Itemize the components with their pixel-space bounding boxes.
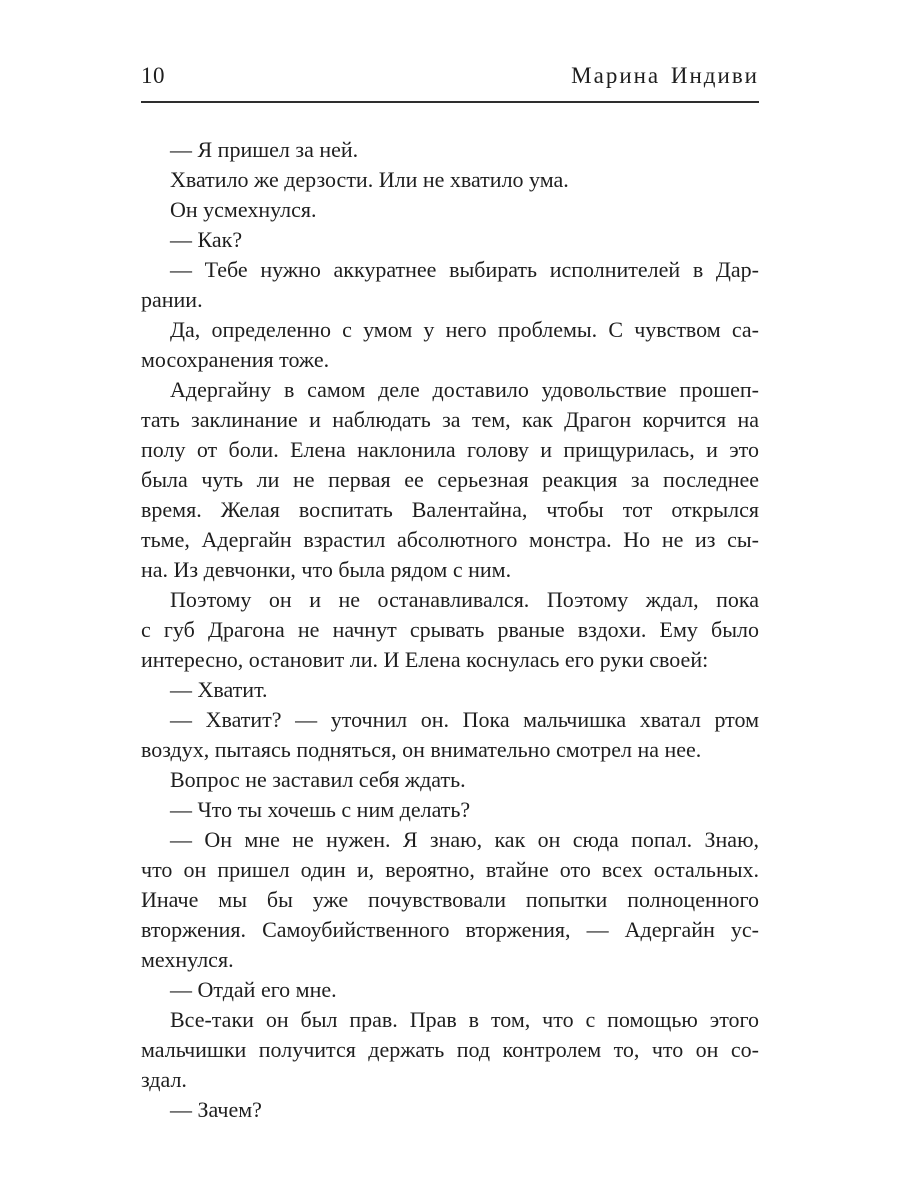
- text-line: Адергайну в самом деле доставило удовольствие прошеп-: [170, 377, 759, 402]
- paragraph: [141, 375, 759, 585]
- paragraph: [141, 975, 759, 1005]
- text-line: воздух, пытаясь подняться, он внимательно смотрел на нее.: [141, 737, 702, 762]
- paragraph: [141, 795, 759, 825]
- paragraph: [141, 825, 759, 975]
- paragraph: [141, 705, 759, 765]
- text-line: Вопрос не заставил себя ждать.: [170, 767, 466, 792]
- text-line: — Он мне не нужен. Я знаю, как он сюда попал. Знаю,: [170, 827, 759, 852]
- text-line: — Я пришел за ней.: [170, 137, 359, 162]
- paragraph: [141, 585, 759, 675]
- text-line: с губ Драгона не начнут срывать рваные вздохи. Ему было: [141, 617, 759, 642]
- text-line: — Хватит.: [170, 677, 268, 702]
- paragraph: [141, 315, 759, 375]
- paragraph: [141, 225, 759, 255]
- text-line: Он усмехнулся.: [170, 197, 317, 222]
- text-line: вторжения. Самоубийственного вторжения, — Адергайн ус-: [141, 917, 759, 942]
- text-line: тать заклинание и наблюдать за тем, как Драгон корчится на: [141, 407, 759, 432]
- text-line: время. Желая воспитать Валентайна, чтобы тот открылся: [141, 497, 759, 522]
- page-content: [141, 0, 759, 1125]
- text-line: — Что ты хочешь с ним делать?: [170, 797, 471, 822]
- text-line: была чуть ли не первая ее серьезная реакция за последнее: [141, 467, 759, 492]
- page-header: [141, 62, 759, 90]
- text-line: Хватило же дерзости. Или не хватило ума.: [170, 167, 569, 192]
- page-body: [141, 135, 759, 1125]
- text-line: — Отдай его мне.: [170, 977, 337, 1002]
- paragraph: [141, 1005, 759, 1095]
- paragraph: [141, 135, 759, 165]
- paragraph: [141, 675, 759, 705]
- paragraph: [141, 165, 759, 195]
- text-line: Все-таки он был прав. Прав в том, что с помощью этого: [170, 1007, 759, 1032]
- text-line: — Зачем?: [170, 1097, 262, 1122]
- header-rule: [141, 101, 759, 103]
- text-line: что он пришел один и, вероятно, втайне ото всех остальных.: [141, 857, 759, 882]
- text-line: рании.: [141, 287, 203, 312]
- running-head-author: Марина Индиви: [571, 63, 759, 88]
- text-line: здал.: [141, 1067, 187, 1092]
- paragraph: [141, 1095, 759, 1125]
- paragraph: [141, 195, 759, 225]
- text-line: мосохранения тоже.: [141, 347, 330, 372]
- text-line: Иначе мы бы уже почувствовали попытки полноценного: [141, 887, 759, 912]
- text-line: — Как?: [170, 227, 243, 252]
- text-line: — Тебе нужно аккуратнее выбирать исполнителей в Дар-: [170, 257, 759, 282]
- text-line: мехнулся.: [141, 947, 234, 972]
- text-line: тьме, Адергайн взрастил абсолютного монстра. Но не из сы-: [141, 527, 759, 552]
- text-line: на. Из девчонки, что была рядом с ним.: [141, 557, 512, 582]
- text-line: — Хватит? — уточнил он. Пока мальчишка хватал ртом: [170, 707, 759, 732]
- text-line: мальчишки получится держать под контролем то, что он со-: [141, 1037, 759, 1062]
- text-line: Поэтому он и не останавливался. Поэтому ждал, пока: [170, 587, 759, 612]
- paragraph: [141, 255, 759, 315]
- text-line: полу от боли. Елена наклонила голову и прищурилась, и это: [141, 437, 759, 462]
- text-line: интересно, остановит ли. И Елена коснулась его руки своей:: [141, 647, 709, 672]
- paragraph: [141, 765, 759, 795]
- page-number: 10: [141, 63, 165, 88]
- text-line: Да, определенно с умом у него проблемы. С чувством са-: [170, 317, 759, 342]
